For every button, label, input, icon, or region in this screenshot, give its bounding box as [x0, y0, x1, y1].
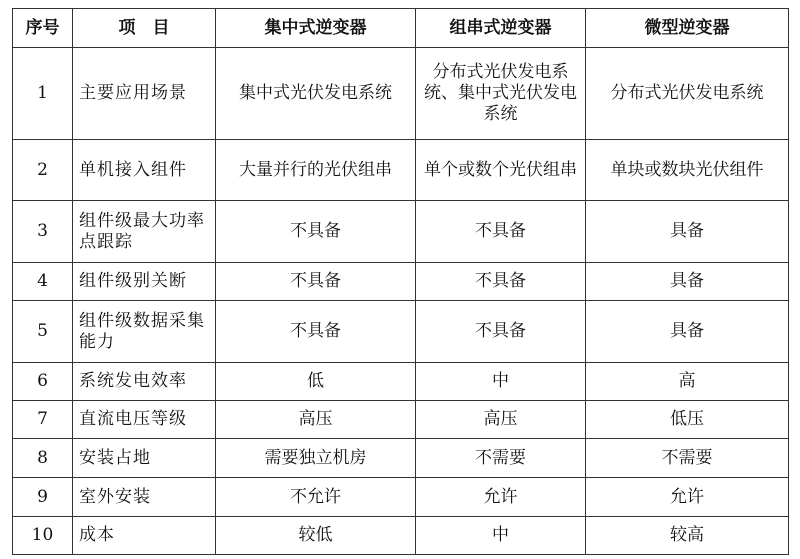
- table-row: [13, 140, 789, 201]
- cell-centralized: 高压: [216, 401, 416, 439]
- header-index: 序号: [13, 9, 73, 48]
- table-row: [13, 439, 789, 478]
- row-item: 成本: [73, 517, 216, 555]
- header-item: 项 目: [73, 9, 216, 48]
- row-index: 6: [13, 363, 73, 401]
- row-index: 5: [13, 301, 73, 363]
- row-index: 8: [13, 439, 73, 478]
- row-item: 室外安装: [73, 478, 216, 517]
- cell-centralized: 不具备: [216, 263, 416, 301]
- cell-micro: 允许: [586, 478, 789, 517]
- cell-micro: 低压: [586, 401, 789, 439]
- table-row: [13, 263, 789, 301]
- table-row: [13, 401, 789, 439]
- cell-micro: 分布式光伏发电系统: [586, 48, 789, 140]
- header-centralized-inverter: 集中式逆变器: [216, 9, 416, 48]
- row-item: 组件级最大功率点跟踪: [73, 201, 216, 263]
- cell-centralized: 集中式光伏发电系统: [216, 48, 416, 140]
- cell-micro: 具备: [586, 201, 789, 263]
- table-row: [13, 301, 789, 363]
- row-index: 9: [13, 478, 73, 517]
- row-item: 直流电压等级: [73, 401, 216, 439]
- row-index: 2: [13, 140, 73, 201]
- cell-centralized: 不具备: [216, 301, 416, 363]
- cell-string: 不需要: [416, 439, 586, 478]
- table-row: [13, 478, 789, 517]
- cell-string: 中: [416, 517, 586, 555]
- row-item: 单机接入组件: [73, 140, 216, 201]
- inverter-comparison-table: [12, 8, 789, 555]
- table-row: [13, 363, 789, 401]
- cell-centralized: 低: [216, 363, 416, 401]
- cell-micro: 较高: [586, 517, 789, 555]
- cell-micro: 具备: [586, 263, 789, 301]
- header-string-inverter: 组串式逆变器: [416, 9, 586, 48]
- row-index: 7: [13, 401, 73, 439]
- table-row: [13, 201, 789, 263]
- row-item: 系统发电效率: [73, 363, 216, 401]
- cell-string: 单个或数个光伏组串: [416, 140, 586, 201]
- row-item: 组件级别关断: [73, 263, 216, 301]
- cell-string: 分布式光伏发电系统、集中式光伏发电系统: [416, 48, 586, 140]
- row-item: 安装占地: [73, 439, 216, 478]
- comparison-table-container: [12, 8, 788, 555]
- cell-micro: 单块或数块光伏组件: [586, 140, 789, 201]
- row-index: 10: [13, 517, 73, 555]
- cell-string: 允许: [416, 478, 586, 517]
- cell-centralized: 大量并行的光伏组串: [216, 140, 416, 201]
- header-micro-inverter: 微型逆变器: [586, 9, 789, 48]
- cell-centralized: 需要独立机房: [216, 439, 416, 478]
- cell-micro: 具备: [586, 301, 789, 363]
- cell-centralized: 不允许: [216, 478, 416, 517]
- cell-centralized: 不具备: [216, 201, 416, 263]
- cell-string: 不具备: [416, 301, 586, 363]
- row-index: 1: [13, 48, 73, 140]
- table-row: [13, 517, 789, 555]
- cell-micro: 不需要: [586, 439, 789, 478]
- cell-string: 不具备: [416, 201, 586, 263]
- row-index: 3: [13, 201, 73, 263]
- row-item: 主要应用场景: [73, 48, 216, 140]
- cell-string: 不具备: [416, 263, 586, 301]
- row-index: 4: [13, 263, 73, 301]
- cell-micro: 高: [586, 363, 789, 401]
- table-row: [13, 48, 789, 140]
- table-header-row: [13, 9, 789, 48]
- cell-centralized: 较低: [216, 517, 416, 555]
- cell-string: 高压: [416, 401, 586, 439]
- cell-string: 中: [416, 363, 586, 401]
- row-item: 组件级数据采集能力: [73, 301, 216, 363]
